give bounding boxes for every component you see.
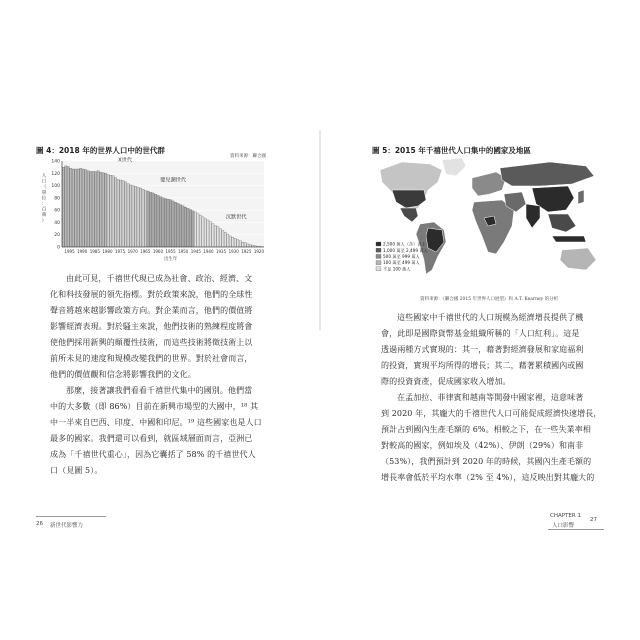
population-bar	[209, 222, 211, 247]
x-tick-label: 1935	[215, 249, 227, 254]
population-bar	[234, 238, 236, 247]
population-bar	[182, 206, 184, 247]
x-tick-label: 1995	[64, 249, 75, 254]
population-bar	[154, 194, 156, 247]
y-tick-label: 140	[51, 159, 60, 165]
body-line: 到 2020 年，其龐大的千禧世代人口可能促成經濟快速增長，	[381, 409, 602, 418]
population-bar	[127, 184, 129, 247]
population-bar	[70, 168, 72, 247]
figure-4-source: 資料來源：聯合國	[230, 154, 266, 159]
x-tick-label: 1945	[190, 249, 201, 254]
legend-label: 不足 100 萬人	[383, 266, 411, 272]
x-axis-label: 出生年	[163, 257, 178, 262]
body-line: 影響經濟表現。對於騷主來說，他們技術的熟練程度將會	[50, 322, 253, 331]
population-bar	[85, 170, 87, 247]
left-running-title: 新世代影響力	[50, 523, 84, 529]
y-axis-label-char: 百	[41, 207, 47, 213]
population-bar	[212, 224, 214, 247]
body-line: 增長率會低於平均水準（2% 至 4%），這反映出對其龐大的	[381, 473, 595, 482]
y-axis-label-char: 口	[41, 179, 47, 185]
right-folio-rule	[548, 529, 604, 530]
population-bar	[187, 208, 189, 247]
legend-label: 100 萬至 499 萬人	[383, 260, 420, 266]
figure-5-title: 圖 5：2015 年千禧世代人口集中的國家及地區	[372, 146, 531, 155]
population-bar	[222, 230, 224, 247]
figure-4-title: 圖 4：2018 年的世界人口中的世代群	[36, 146, 165, 155]
x-tick-label: 1930	[228, 249, 239, 254]
y-axis-label-char: ：	[41, 202, 47, 207]
population-bar	[169, 200, 171, 247]
x-tick-label: 1920	[253, 249, 265, 254]
population-bar	[149, 192, 151, 247]
population-bar	[75, 169, 77, 247]
population-bar	[129, 185, 131, 247]
population-bar	[80, 168, 82, 247]
y-axis-label-char: 位	[41, 196, 47, 202]
population-bar	[192, 211, 194, 247]
x-tick-label: 1985	[89, 249, 100, 254]
population-bar	[147, 191, 149, 247]
population-bar	[115, 178, 117, 247]
x-tick-label: 1970	[127, 249, 138, 254]
population-bar	[97, 171, 99, 247]
x-tick-label: 1955	[165, 249, 176, 254]
body-line: 化和科技發展的領先指標。對於政策來說，他們的全球性	[50, 290, 253, 299]
body-line: 的投資，實現平均所得的增長；其二，藉著累積國內或國	[381, 361, 584, 370]
y-tick-label: 0	[57, 245, 60, 251]
x-tick-label: 1975	[114, 249, 126, 254]
x-tick-label: 1960	[152, 249, 164, 254]
legend-label: 2,500 萬人（含）以上	[383, 241, 426, 247]
population-bar	[72, 169, 74, 247]
population-bar	[214, 226, 216, 248]
population-bar	[227, 234, 229, 247]
population-bar	[107, 175, 109, 247]
population-bar	[242, 242, 244, 247]
population-bar	[179, 205, 181, 247]
population-bar	[184, 207, 186, 247]
population-bar	[120, 180, 122, 247]
body-line: 最多的國家。我們還可以看到，就區域層面而言，亞洲已	[50, 434, 253, 443]
population-bar	[102, 173, 104, 247]
population-bar	[134, 186, 136, 247]
body-line: 對較高的國家，例如埃及（42%）、伊朗（29%）和南非	[381, 441, 584, 450]
y-axis-label-char: ）	[41, 218, 47, 224]
population-bar	[232, 237, 234, 247]
left-body-text	[50, 271, 262, 479]
legend-label: 500 萬至 999 萬人	[383, 254, 420, 259]
population-bar	[65, 166, 67, 247]
body-line: 這些國家中千禧世代的人口規模為經濟增長提供了機	[397, 313, 584, 322]
population-bar	[207, 220, 209, 247]
population-bar	[164, 198, 166, 247]
body-line: 透過兩種方式實現的：其一，藉著對經濟發展和家庭福利	[381, 345, 584, 354]
population-bar	[247, 244, 249, 247]
x-tick-label: 1925	[241, 249, 252, 254]
body-line: 前所未見的速度和規模改變我們的世界。對於社會而言，	[50, 354, 253, 363]
x-tick-label: 1950	[178, 249, 189, 254]
population-bar	[229, 236, 231, 247]
y-tick-label: 120	[51, 171, 60, 177]
y-axis-label-char: 單	[41, 190, 47, 196]
population-bar	[157, 195, 159, 247]
y-tick-label: 40	[54, 220, 60, 226]
population-bar	[244, 243, 246, 247]
legend-swatch	[376, 261, 381, 265]
population-bar	[95, 171, 97, 247]
population-bar	[87, 171, 89, 247]
body-line: 在孟加拉、菲律賓和越南等開發中國家裡，這意味著	[397, 393, 584, 402]
population-bar	[122, 181, 124, 247]
population-bar	[67, 167, 69, 247]
legend-swatch	[376, 267, 381, 271]
population-bar	[172, 201, 174, 247]
y-tick-label: 60	[54, 208, 60, 214]
population-bar	[204, 219, 206, 247]
body-line: 預計占到國內生產毛額的 6%。相較之下，在一些失業率相	[381, 425, 591, 434]
legend-swatch	[376, 254, 381, 258]
population-bar	[117, 179, 119, 247]
population-bar	[189, 210, 191, 247]
population-bar	[162, 198, 164, 247]
y-tick-label: 100	[51, 184, 60, 190]
book-gutter	[319, 130, 321, 330]
y-axis-label-char: 人	[41, 174, 47, 179]
population-bar	[110, 175, 112, 247]
legend-swatch	[376, 242, 381, 246]
y-axis-label-char: （	[41, 185, 47, 191]
population-bar	[167, 199, 169, 247]
x-tick-label: 1980	[102, 249, 113, 254]
population-bar	[219, 229, 221, 247]
right-page-number: 27	[590, 517, 597, 523]
millennial-world-map	[372, 156, 604, 292]
body-line: 成為「千禧世代重心」，因為它囊括了 58% 的千禧世代人	[50, 450, 256, 459]
generation-label: 嬰兒潮世代	[160, 177, 187, 184]
x-tick-label: 1940	[203, 249, 214, 254]
population-bar	[202, 217, 204, 247]
map-japan	[578, 190, 584, 204]
map-indonesia	[552, 236, 586, 242]
population-bar	[224, 232, 226, 247]
population-bar	[100, 172, 102, 247]
x-tick-label: 1965	[140, 249, 151, 254]
population-bar	[142, 189, 144, 247]
body-line: 口（見圖 5）。	[50, 466, 103, 475]
legend-label: 1,000 萬至 2,499 萬人	[383, 247, 428, 253]
body-line: 中一半來自巴西、印度、中國和印尼。¹⁹ 這些國家也是人口	[50, 418, 262, 427]
body-line: 際的投資資產，促成國家收入增加。	[381, 377, 511, 386]
generation-label: 沉默世代	[225, 214, 247, 221]
right-body-text	[381, 310, 601, 486]
body-line: 會，此即是國際貨幣基金組織所稱的「人口紅利」。這是	[381, 329, 580, 338]
body-line: 使他們採用新興的顛覆性技術，而這些技術將徵技術上以	[50, 338, 253, 347]
body-line: 中的大多數（即 86%）目前在新興市場型的大國中，¹⁸ 其	[50, 402, 259, 411]
population-bar	[105, 173, 107, 247]
generation-label: X世代	[118, 157, 133, 164]
x-tick-label: 1990	[77, 249, 88, 254]
population-bar	[217, 227, 219, 247]
legend-swatch	[376, 248, 381, 252]
y-tick-label: 20	[54, 233, 60, 239]
population-bar	[237, 240, 239, 247]
left-page-number: 26	[36, 521, 43, 527]
population-bar	[249, 245, 251, 247]
y-tick-label: 80	[54, 196, 60, 202]
body-line: 由此可見，千禧世代現已成為社會、政治、經濟、文	[66, 274, 253, 283]
body-line: （53%），我們預計到 2020 年的時候，其國內生產毛額的	[381, 457, 592, 466]
body-line: 他們的價值觀和信念將影響我們的文化。	[50, 370, 196, 379]
population-bar	[82, 169, 84, 247]
figure-5-source: 資料來源：《聯合國 2015 年世界人口展望》和 A.T. Kearney 的分析	[420, 297, 559, 302]
population-bar	[90, 171, 92, 247]
population-bar	[124, 182, 126, 247]
population-bar	[132, 186, 134, 247]
left-folio-rule	[36, 516, 106, 517]
body-line: 那麼，接著讓我們看看千禧世代集中的國別。他們當	[66, 386, 253, 395]
right-chapter-label: CHAPTER 1	[550, 513, 581, 519]
right-running-title: 人口影響	[552, 523, 575, 529]
population-bar	[152, 193, 154, 247]
population-bar	[144, 190, 146, 247]
population-bar	[239, 241, 241, 247]
population-bar	[197, 214, 199, 247]
population-bar	[194, 212, 196, 247]
population-bar	[159, 197, 161, 247]
population-bar	[177, 203, 179, 247]
y-axis-label-char: 萬	[41, 213, 47, 219]
population-bar	[137, 187, 139, 247]
population-bar	[62, 167, 64, 247]
population-bar	[77, 169, 79, 247]
population-bar	[174, 202, 176, 247]
population-bar	[92, 171, 94, 247]
population-bar	[112, 176, 114, 247]
population-bar	[199, 215, 201, 247]
population-bar	[139, 188, 141, 247]
generation-population-chart	[30, 155, 282, 267]
body-line: 聲音將越來越影響政策方向。對企業而言，他們的價值將	[50, 306, 253, 315]
